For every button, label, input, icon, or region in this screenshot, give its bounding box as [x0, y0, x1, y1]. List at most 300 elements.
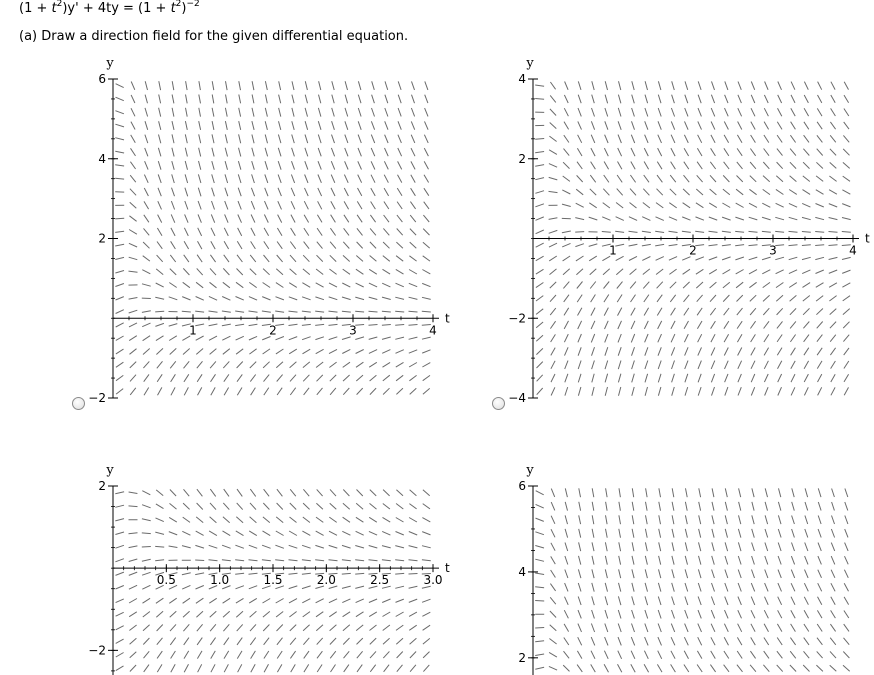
x-tick-label: 3	[349, 323, 357, 338]
equation-part: (1 +	[19, 1, 52, 16]
slope-segment	[777, 638, 782, 646]
slope-segment	[644, 664, 649, 672]
slope-segment	[618, 637, 621, 645]
slope-segment	[578, 569, 581, 578]
slope-segment	[619, 583, 621, 592]
slope-segment	[725, 570, 728, 579]
slope-segment	[605, 569, 607, 578]
y-tick-label: 6	[518, 479, 526, 493]
slope-segment	[779, 488, 781, 497]
slope-segment	[763, 665, 769, 672]
slope-segment	[698, 610, 701, 618]
slope-segment	[579, 542, 581, 551]
slope-segment	[765, 543, 768, 552]
slope-segment	[764, 638, 769, 646]
slope-segment	[645, 542, 647, 551]
y-tick-label: 6	[98, 72, 106, 86]
slope-segment	[604, 664, 608, 672]
slope-segment	[751, 583, 754, 591]
slope-segment	[764, 651, 769, 658]
slope-segment	[578, 637, 582, 645]
slope-segment	[535, 628, 544, 629]
x-tick-label: 1	[609, 243, 617, 258]
slope-segment	[672, 597, 675, 606]
slope-segment	[659, 515, 661, 524]
slope-segment	[658, 610, 661, 619]
slope-segment	[632, 583, 634, 592]
slope-segment	[805, 529, 808, 538]
slope-segment	[698, 583, 701, 592]
slope-segment	[831, 543, 834, 551]
slope-segment	[686, 488, 688, 497]
slope-segment	[565, 488, 567, 497]
slope-segment	[725, 529, 727, 538]
slope-segment	[645, 637, 649, 645]
slope-segment	[712, 542, 714, 551]
slope-segment	[724, 665, 729, 672]
slope-segment	[605, 556, 607, 565]
slope-segment	[765, 488, 767, 497]
slope-segment	[550, 584, 555, 591]
slope-segment	[699, 515, 701, 524]
y-tick-label: 2	[98, 231, 106, 246]
slope-segment	[697, 665, 702, 673]
slope-segment	[738, 542, 741, 551]
slope-segment	[818, 543, 821, 551]
slope-segment	[564, 651, 570, 658]
slope-segment	[791, 556, 794, 564]
slope-segment	[605, 610, 608, 619]
slope-segment	[818, 529, 821, 538]
slope-segment	[804, 583, 808, 591]
slope-segment	[818, 556, 822, 564]
slope-segment	[818, 583, 822, 591]
slope-segment	[831, 583, 835, 591]
slope-segment	[792, 529, 795, 538]
slope-segment	[752, 515, 754, 524]
y-tick-label: −2	[88, 391, 106, 405]
slope-segment	[738, 583, 741, 592]
slope-segment	[645, 583, 647, 592]
slope-segment	[844, 570, 848, 578]
slope-segment	[658, 651, 662, 659]
slope-segment	[565, 556, 568, 565]
slope-segment	[658, 597, 661, 606]
slope-segment	[725, 515, 727, 524]
slope-segment	[844, 624, 849, 631]
slope-segment	[712, 529, 714, 538]
slope-segment	[672, 515, 674, 524]
slope-segment	[592, 502, 594, 511]
slope-segment	[592, 542, 594, 551]
slope-segment	[778, 543, 781, 552]
slope-segment	[646, 502, 648, 511]
y-axis-label: y	[526, 463, 534, 478]
equation-var-t: t	[170, 1, 176, 16]
slope-segment	[804, 638, 809, 645]
slope-segment	[592, 556, 594, 565]
slope-segment	[751, 610, 755, 618]
slope-segment	[619, 542, 621, 551]
slope-segment	[750, 665, 756, 672]
slope-segment	[724, 651, 729, 659]
slope-segment	[606, 515, 608, 524]
slope-segment	[578, 624, 582, 632]
slope-segment	[645, 529, 647, 538]
slope-segment	[791, 597, 795, 605]
y-axis-label: y	[526, 56, 534, 71]
slope-segment	[592, 583, 594, 592]
slope-segment	[592, 569, 594, 578]
slope-segment	[738, 597, 742, 605]
slope-segment	[535, 667, 544, 669]
slope-segment	[684, 637, 688, 645]
slope-segment	[577, 665, 582, 672]
slope-segment	[804, 610, 809, 618]
slope-segment	[565, 583, 568, 591]
slope-segment	[579, 502, 581, 511]
slope-segment	[778, 556, 781, 565]
slope-segment	[805, 488, 808, 497]
slope-segment	[606, 502, 608, 511]
slope-segment	[592, 488, 594, 497]
slope-segment	[563, 665, 569, 671]
slope-segment	[699, 542, 701, 551]
slope-segment	[672, 569, 674, 578]
equation-var-t: t	[51, 1, 57, 16]
slope-segment	[751, 624, 755, 632]
slope-segment	[671, 637, 675, 645]
slope-segment	[591, 624, 594, 633]
equation-part: )	[181, 1, 187, 16]
slope-segment	[817, 651, 823, 658]
slope-segment	[817, 610, 822, 618]
slope-segment	[577, 651, 582, 659]
slope-segment	[777, 651, 783, 658]
slope-segment	[737, 637, 742, 645]
slope-segment	[619, 569, 621, 578]
slope-segment	[737, 651, 742, 659]
slope-segment	[658, 624, 661, 633]
slope-segment	[535, 532, 544, 535]
slope-segment	[549, 666, 557, 670]
slope-segment	[778, 583, 782, 591]
slope-segment	[725, 542, 728, 551]
slope-segment	[831, 556, 835, 564]
slope-segment	[606, 529, 608, 538]
slope-segment	[697, 651, 702, 659]
slope-segment	[738, 610, 742, 618]
slope-segment	[804, 624, 809, 632]
slope-segment	[765, 502, 767, 511]
x-axis-label: t	[865, 231, 870, 246]
slope-field	[535, 488, 850, 672]
slope-segment	[752, 543, 755, 552]
slope-segment	[738, 624, 742, 632]
slope-segment	[671, 651, 675, 659]
slope-segment	[698, 637, 702, 645]
slope-segment	[551, 556, 556, 564]
slope-segment	[752, 570, 755, 579]
x-tick-label: 2	[689, 243, 697, 258]
slope-segment	[712, 583, 715, 592]
slope-segment	[817, 624, 822, 632]
slope-segment	[739, 502, 741, 511]
slope-segment	[831, 529, 834, 538]
slope-segment	[778, 529, 781, 538]
slope-segment	[711, 597, 714, 606]
slope-segment	[591, 651, 595, 659]
slope-segment	[711, 624, 715, 632]
slope-segment	[632, 542, 634, 551]
slope-segment	[592, 529, 594, 538]
slope-segment	[830, 651, 836, 658]
slope-segment	[738, 570, 741, 579]
slope-segment	[710, 665, 715, 672]
slope-segment	[672, 610, 675, 619]
slope-segment	[725, 488, 727, 497]
slope-segment	[684, 665, 689, 673]
slope-segment	[579, 556, 581, 565]
slope-segment	[605, 542, 607, 551]
slope-segment	[845, 489, 848, 498]
slope-segment	[778, 570, 781, 578]
slope-segment	[550, 611, 556, 618]
x-tick-label: 3	[769, 243, 777, 258]
x-tick-label: 2.0	[316, 573, 336, 588]
slope-segment	[791, 570, 794, 578]
slope-segment	[765, 597, 769, 605]
slope-segment	[632, 569, 634, 578]
slope-segment	[671, 624, 674, 632]
slope-segment	[805, 556, 808, 564]
slope-segment	[818, 570, 822, 578]
slope-segment	[830, 624, 835, 631]
y-tick-label: 4	[518, 564, 526, 579]
slope-segment	[777, 665, 783, 672]
slope-segment	[631, 637, 634, 645]
slope-segment	[646, 488, 648, 497]
slope-segment	[685, 610, 688, 619]
slope-segment	[657, 664, 662, 672]
y-tick-label: −4	[508, 391, 526, 405]
slope-segment	[659, 542, 661, 551]
equation-exponent: −2	[186, 0, 200, 9]
slope-segment	[671, 664, 676, 672]
slope-segment	[737, 665, 743, 672]
slope-segment	[551, 489, 554, 497]
slope-segment	[579, 529, 581, 538]
slope-segment	[645, 556, 647, 565]
slope-segment	[724, 624, 728, 632]
slope-segment	[845, 556, 849, 564]
slope-segment	[619, 529, 621, 538]
slope-segment	[645, 569, 647, 578]
slope-segment	[564, 610, 568, 618]
slope-segment	[724, 637, 728, 645]
slope-segment	[844, 611, 849, 619]
slope-segment	[698, 624, 702, 632]
slope-segment	[792, 488, 794, 497]
y-axis-label: y	[106, 463, 114, 478]
slope-segment	[845, 516, 848, 525]
slope-segment	[738, 529, 741, 538]
x-tick-label: 4	[429, 323, 437, 338]
slope-segment	[739, 515, 741, 524]
slope-segment	[765, 570, 768, 579]
slope-segment	[592, 596, 595, 605]
slope-segment	[831, 610, 836, 618]
slope-segment	[777, 624, 782, 632]
x-tick-label: 2.5	[370, 573, 390, 588]
slope-segment	[550, 625, 557, 631]
slope-segment	[725, 502, 727, 511]
slope-segment	[551, 516, 555, 524]
slope-segment	[645, 610, 648, 619]
slope-segment	[632, 556, 634, 565]
slope-segment	[632, 596, 635, 605]
slope-segment	[632, 502, 634, 511]
slope-segment	[805, 516, 808, 525]
slope-segment	[551, 529, 555, 537]
slope-segment	[535, 546, 544, 549]
slope-segment	[591, 637, 595, 645]
slope-segment	[565, 597, 569, 605]
slope-segment	[685, 542, 687, 551]
slope-segment	[778, 610, 782, 618]
slope-segment	[725, 583, 728, 592]
slope-segment	[752, 488, 754, 497]
slope-segment	[738, 556, 741, 565]
slope-segment	[619, 488, 620, 497]
slope-segment	[672, 488, 674, 497]
slope-segment	[725, 556, 728, 565]
slope-segment	[778, 597, 782, 605]
slope-segment	[631, 664, 635, 672]
x-tick-label: 0.5	[156, 573, 176, 588]
slope-segment	[659, 488, 661, 497]
slope-segment	[578, 597, 581, 606]
slope-segment	[685, 502, 687, 511]
slope-segment	[725, 610, 729, 618]
slope-segment	[739, 488, 741, 497]
slope-segment	[805, 543, 808, 552]
slope-segment	[659, 556, 661, 565]
slope-segment	[843, 652, 849, 659]
slope-segment	[684, 651, 688, 659]
slope-segment	[831, 597, 835, 605]
slope-segment	[698, 597, 701, 606]
slope-segment	[844, 597, 849, 605]
y-tick-label: −2	[88, 643, 106, 658]
slope-segment	[805, 570, 809, 578]
x-tick-label: 3.0	[423, 573, 443, 588]
slope-segment	[644, 651, 648, 659]
slope-segment	[790, 665, 796, 672]
slope-segment	[578, 583, 581, 592]
slope-segment	[832, 489, 835, 498]
slope-segment	[699, 529, 701, 538]
slope-segment	[751, 597, 755, 605]
slope-segment	[752, 502, 754, 511]
slope-segment	[618, 624, 621, 633]
slope-segment	[778, 515, 781, 524]
slope-segment	[672, 529, 674, 538]
slope-segment	[803, 665, 809, 672]
slope-segment	[818, 597, 822, 605]
slope-segment	[618, 610, 621, 619]
slope-segment	[672, 502, 674, 511]
y-tick-label: 2	[518, 650, 526, 665]
slope-segment	[750, 651, 755, 658]
slope-segment	[843, 665, 850, 671]
slope-segment	[618, 596, 621, 605]
slope-segment	[632, 488, 633, 497]
slope-segment	[792, 502, 795, 511]
slope-segment	[790, 651, 796, 658]
slope-segment	[646, 515, 648, 524]
slope-segment	[830, 665, 837, 671]
slope-segment	[778, 502, 781, 511]
slope-segment	[579, 488, 581, 497]
slope-segment	[605, 583, 607, 592]
slope-segment	[816, 665, 823, 671]
slope-segment	[565, 570, 568, 579]
slope-segment	[619, 502, 621, 511]
slope-segment	[792, 543, 795, 552]
slope-segment	[845, 502, 848, 511]
x-tick-label: 4	[849, 243, 857, 258]
slope-segment	[578, 610, 581, 618]
slope-segment	[579, 515, 581, 524]
slope-segment	[765, 583, 769, 591]
equation-exponent: 2	[56, 0, 63, 9]
slope-segment	[817, 638, 822, 645]
x-axis-label: t	[445, 311, 450, 326]
slope-segment	[536, 491, 544, 495]
slope-segment	[804, 597, 808, 605]
slope-segment	[592, 515, 594, 524]
slope-segment	[535, 641, 544, 642]
x-tick-label: 2	[269, 323, 277, 338]
slope-segment	[764, 610, 768, 618]
slope-segment	[844, 583, 848, 591]
slope-segment	[685, 556, 687, 565]
x-axis-label: t	[445, 561, 450, 576]
slope-segment	[565, 515, 567, 524]
equation-part: )y' + 4ty = (1 +	[62, 1, 171, 16]
slope-segment	[551, 570, 556, 578]
slope-segment	[564, 624, 569, 632]
x-tick-label: 1.5	[263, 573, 283, 588]
slope-segment	[632, 610, 635, 619]
slope-segment	[549, 639, 556, 645]
slope-segment	[618, 651, 622, 659]
slope-segment	[685, 597, 688, 606]
y-tick-label: 4	[98, 151, 106, 166]
slope-segment	[805, 502, 808, 511]
slope-segment	[536, 504, 544, 508]
slope-segment	[550, 597, 556, 604]
slope-segment	[845, 529, 848, 537]
slope-segment	[752, 556, 755, 565]
slope-segment	[672, 542, 674, 551]
slope-segment	[791, 624, 796, 632]
slope-segment	[685, 515, 687, 524]
slope-segment	[536, 518, 544, 521]
slope-segment	[699, 502, 701, 511]
slope-segment	[659, 569, 661, 578]
